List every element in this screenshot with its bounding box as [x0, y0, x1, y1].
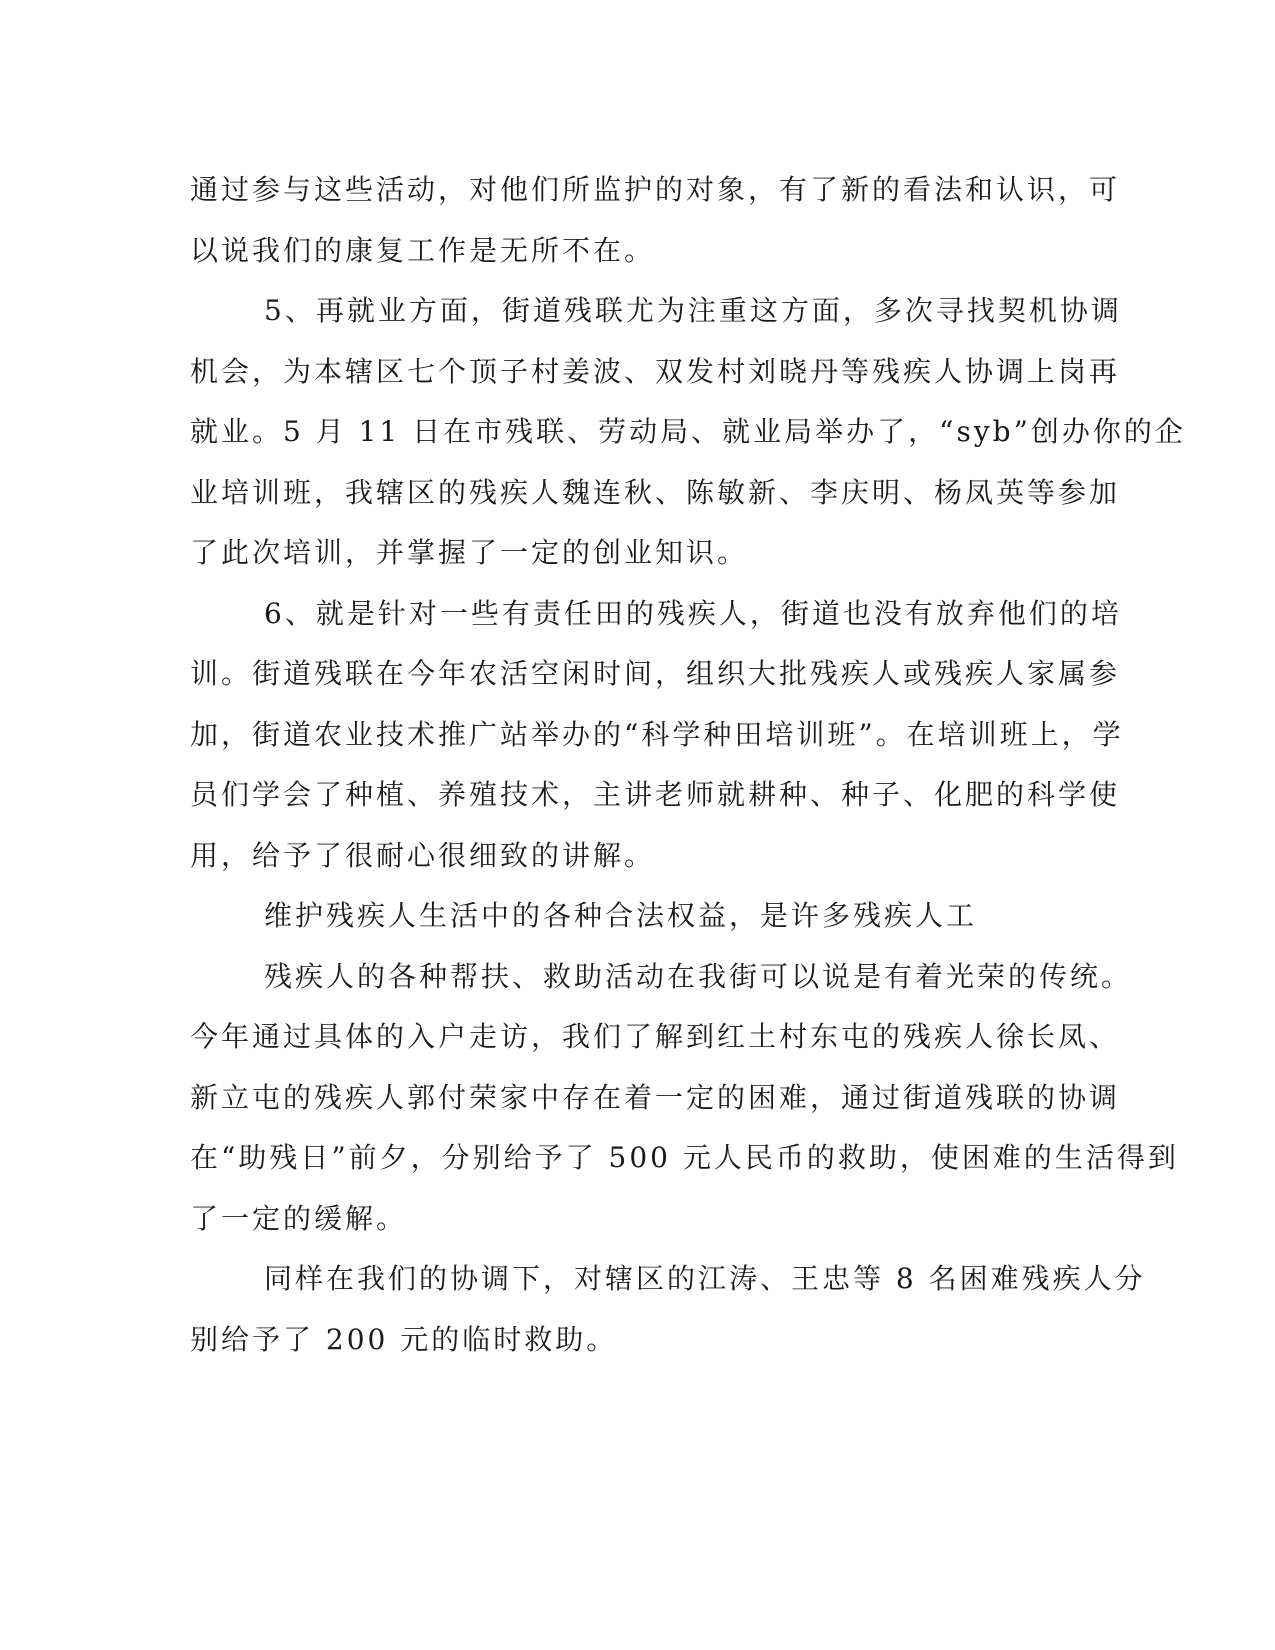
text-line: 5、再就业方面，街道残联尤为注重这方面，多次寻找契机协调: [264, 294, 1122, 327]
document-body: [190, 160, 1186, 1370]
text-line: 6、就是针对一些有责任田的残疾人，街道也没有放弃他们的培: [264, 596, 1122, 630]
text-line: 残疾人的各种帮扶、救助活动在我街可以说是有着光荣的传统。: [264, 959, 1133, 993]
text-line: 在“助残日”前夕，分别给予了 500 元人民币的救助，使困难的生活得到: [190, 1141, 1179, 1174]
text-line: 别给予了 200 元的临时救助。: [190, 1322, 618, 1356]
text-line: 今年通过具体的入户走访，我们了解到红土村东屯的残疾人徐长凤、: [190, 1020, 1121, 1053]
text-line: 员们学会了种植、养殖技术，主讲老师就耕种、种子、化肥的科学使: [190, 778, 1121, 811]
text-line: 机会，为本辖区七个顶子村姜波、双发村刘晓丹等残疾人协调上岗再: [190, 354, 1121, 388]
text-line: 用，给予了很耐心很细致的讲解。: [190, 838, 656, 872]
text-line: 了一定的缓解。: [190, 1201, 408, 1235]
text-line: 以说我们的康复工作是无所不在。: [190, 233, 656, 267]
text-line: 通过参与这些活动，对他们所监护的对象，有了新的看法和认识，可: [190, 173, 1121, 206]
text-line: 就业。5 月 11 日在市残联、劳动局、就业局举办了，“syb”创办你的企: [190, 415, 1186, 448]
text-line: 了此次培训，并掌握了一定的创业知识。: [190, 536, 749, 569]
text-line: 维护残疾人生活中的各种合法权益，是许多残疾人工: [264, 899, 978, 932]
text-line: 业培训班，我辖区的残疾人魏连秋、陈敏新、李庆明、杨凤英等参加: [190, 475, 1121, 509]
text-line: 同样在我们的协调下，对辖区的江涛、王忠等 8 名困难残疾人分: [264, 1262, 1146, 1295]
text-line: 训。街道残联在今年农活空闲时间，组织大批残疾人或残疾人家属参: [190, 657, 1121, 690]
text-line: 新立屯的残疾人郭付荣家中存在着一定的困难，通过街道残联的协调: [190, 1080, 1121, 1114]
text-line: 加，街道农业技术推广站举办的“科学种田培训班”。在培训班上，学: [190, 717, 1124, 751]
